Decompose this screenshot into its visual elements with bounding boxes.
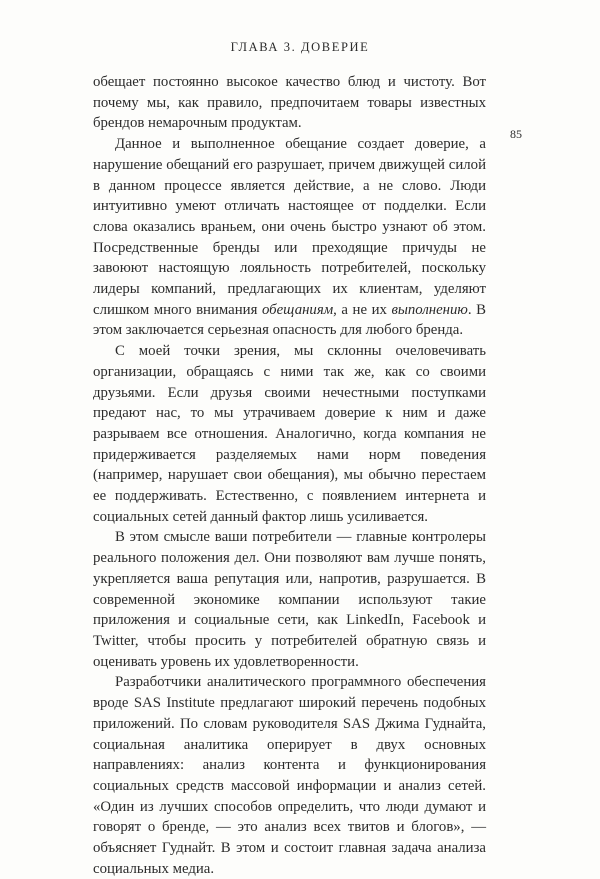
body-text xyxy=(93,72,486,879)
paragraph-text: Разработчики аналитического программного обеспечения вроде SAS Institute предлагают широкий перечень подобных приложений. По словам руководителя SAS Джима Гуднайта, социальная аналитика оперирует в двух основных направлениях: анализ контента и функционирования социальных средств массовой информации и анализ сетей. «Один из лучших способов определить, что люди думают и говорят о бренде, — это анализ всех твитов и блогов», — объясняет Гуднайт. В этом и состоит главная задача анализа социальных медиа. xyxy=(93,674,486,877)
emphasis: выполнению xyxy=(391,301,468,318)
paragraph xyxy=(93,672,486,879)
paragraph xyxy=(93,134,486,341)
paragraph-text: В этом смысле ваши потребители — главные контролеры реального положения дел. Они позволяют вам лучше понять, укрепляется ваша репутация или, напротив, разрушается. В современной экономике компании используют такие приложения и социальные сети, как LinkedIn, Facebook и Twitter, чтобы просить у потребителей обратную связь и оценивать уровень их удовлетворенности. xyxy=(93,529,486,670)
paragraph-text: обещает постоянно высокое качество блюд и чистоту. Вот почему мы, как правило, предпочитаем товары известных брендов немарочным продуктам. xyxy=(93,74,486,132)
paragraph-text: С моей точки зрения, мы склонны очеловечивать организации, обращаясь с ними так же, как со своими друзьями. Если друзья своими нечестными поступками предают нас, то мы утрачиваем доверие к ним и даже разрываем все отношения. Аналогично, когда компания не придерживается разделяемых нами норм поведения (например, нарушает свои обещания), мы обычно перестаем ее поддерживать. Естественно, с появлением интернета и социальных сетей данный фактор лишь усиливается. xyxy=(93,343,486,525)
paragraph xyxy=(93,527,486,672)
paragraph-text: Данное и выполненное обещание создает доверие, а нарушение обещаний его разрушает, причем движущей силой в данном процессе является действие, а не слово. Люди интуитивно умеют отличать настоящее от подделки. Если слова оказались враньем, они очень быстро узнают об этом. Посредственные бренды или преходящие причуды не завоюют настоящую лояльность потребителей, поскольку лидеры компаний, предлагающих их клиентам, уделяют слишком много внимания xyxy=(93,136,486,318)
paragraph xyxy=(93,72,486,134)
paragraph xyxy=(93,341,486,527)
chapter-header: ГЛАВА 3. ДОВЕРИЕ xyxy=(230,40,370,54)
emphasis: обещаниям xyxy=(261,301,334,318)
page-number: 85 xyxy=(510,127,522,141)
paragraph-text: . В этом заключается серьезная опасность для любого бренда. xyxy=(93,301,486,339)
paragraph-text: , а не их xyxy=(333,301,392,318)
